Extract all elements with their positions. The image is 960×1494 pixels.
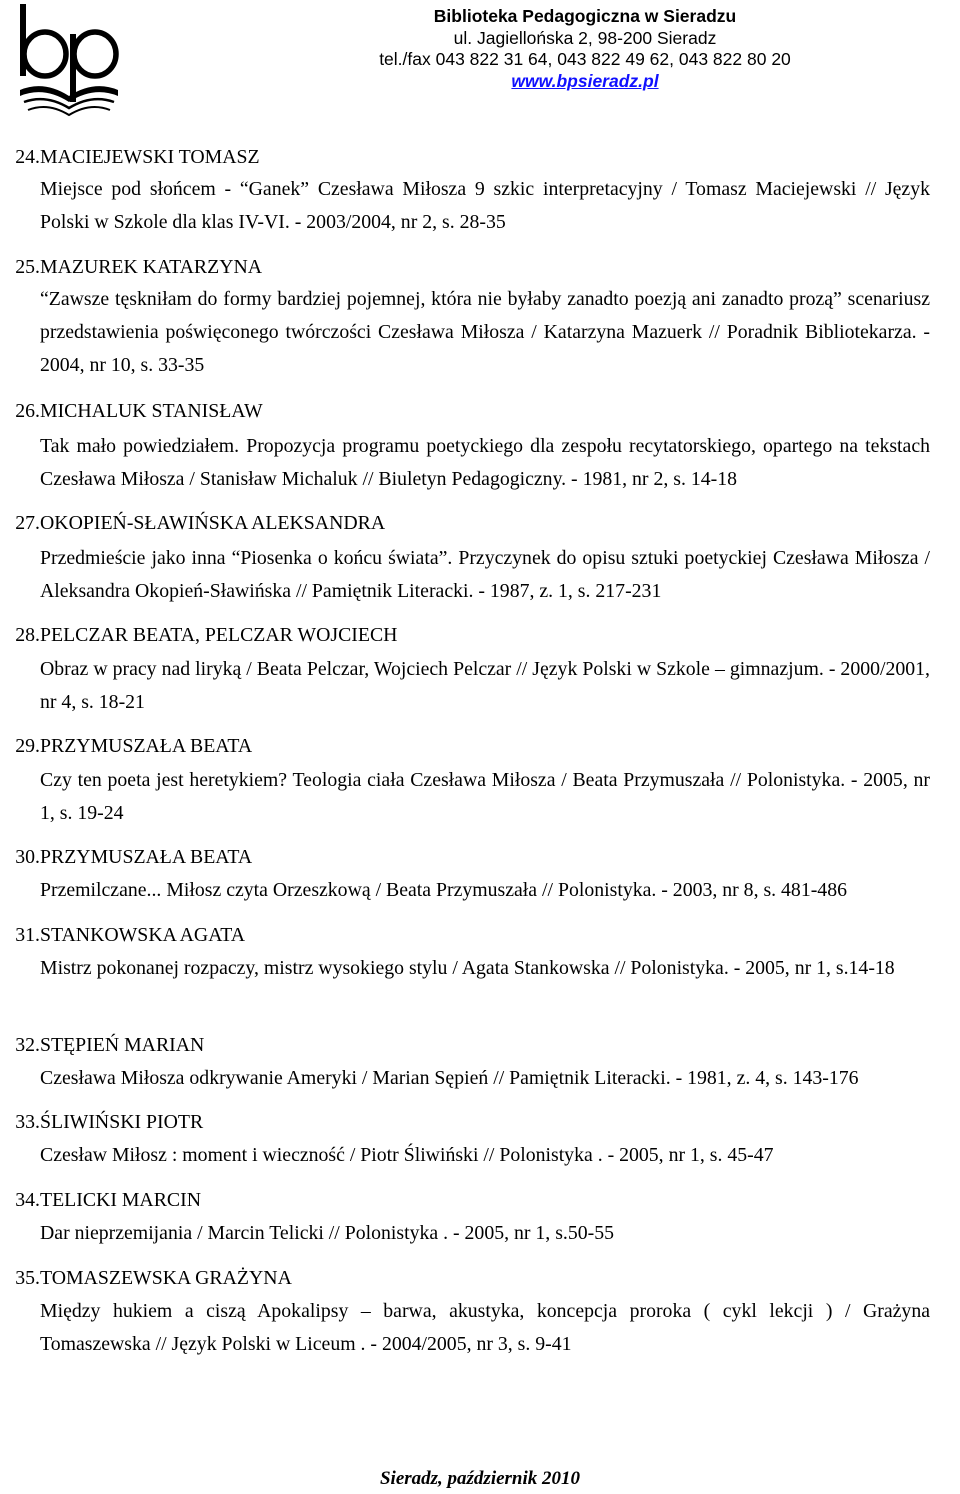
entry-description: Obraz w pracy nad liryką / Beata Pelczar, Wojciech Pelczar // Język Polski w Szkole – gimnazjum. - 2000/2001, nr 4, s. 18-21: [40, 658, 930, 713]
library-name: Biblioteka Pedagogiczna w Sieradzu: [433, 6, 737, 26]
document-footer: Sieradz, październik 2010: [379, 1468, 581, 1489]
library-website-link[interactable]: www.bpsieradz.pl: [511, 70, 659, 91]
entry-author: PRZYMUSZAŁA BEATA: [40, 846, 253, 868]
entry-number: 35.: [15, 1267, 40, 1289]
entry-author: MAZUREK KATARZYNA: [40, 256, 263, 278]
entry-number: 29.: [15, 735, 40, 757]
entry-number: 28.: [15, 624, 40, 646]
entry-author: PRZYMUSZAŁA BEATA: [40, 735, 253, 757]
entry-description: Między hukiem a ciszą Apokalipsy – barwa, akustyka, koncepcja proroka ( cykl lekcji ) / Grażyna Tomaszewska // Język Polski w Liceum . - 2004/2005, nr 3, s. 9-41: [40, 1300, 930, 1355]
entry-author: MACIEJEWSKI TOMASZ: [40, 146, 260, 168]
entry-description: Tak mało powiedziałem. Propozycja programu poetyckiego dla zespołu recytatorskiego, opartego na tekstach Czesława Miłosza / Stanisław Michaluk // Biuletyn Pedagogiczny. - 1981, nr 2, s. 14-18: [40, 435, 930, 490]
entry-number: 34.: [15, 1189, 40, 1211]
entry-number: 27.: [15, 512, 40, 534]
entry-description: Przedmieście jako inna “Piosenka o końcu świata”. Przyczynek do opisu sztuki poetyckiej Czesława Miłosza / Aleksandra Okopień-Sławińska // Pamiętnik Literacki. - 1987, z. 1, s. 217-231: [40, 547, 930, 602]
entry-description: “Zawsze tęskniłam do formy bardziej pojemnej, która nie byłaby zanadto poezją ani zanadto prozą” scenariusz przedstawienia poświęconego twórczości Czesława Miłosza / Katarzyna Mazuerk // Poradnik Bibliotekarza. - 2004, nr 10, s. 33-35: [40, 288, 930, 376]
entry-author: STANKOWSKA AGATA: [40, 924, 246, 946]
entry-description: Mistrz pokonanej rozpaczy, mistrz wysokiego stylu / Agata Stankowska // Polonistyka. - 2005, nr 1, s.14-18: [40, 957, 895, 979]
library-logo: [14, 2, 124, 118]
entry-author: PELCZAR BEATA, PELCZAR WOJCIECH: [40, 624, 398, 646]
entry-description: Czesław Miłosz : moment i wieczność / Piotr Śliwiński // Polonistyka . - 2005, nr 1, s. 45-47: [40, 1144, 774, 1166]
entry-number: 31.: [15, 924, 40, 946]
entry-author: TELICKI MARCIN: [40, 1189, 201, 1211]
library-phone: tel./fax 043 822 31 64, 043 822 49 62, 043 822 80 20: [379, 49, 791, 69]
entry-description: Czesława Miłosza odkrywanie Ameryki / Marian Sępień // Pamiętnik Literacki. - 1981, z. 4, s. 143-176: [40, 1067, 859, 1089]
entry-author: ŚLIWIŃSKI PIOTR: [40, 1111, 204, 1133]
entry-number: 26.: [15, 400, 40, 422]
entry-number: 25.: [15, 256, 40, 278]
entry-number: 33.: [15, 1111, 40, 1133]
entry-number: 32.: [15, 1034, 40, 1056]
entry-description: Miejsce pod słońcem - “Ganek” Czesława Miłosza 9 szkic interpretacyjny / Tomasz Maciejewski // Język Polski w Szkole dla klas IV-VI. - 2003/2004, nr 2, s. 28-35: [40, 178, 930, 233]
library-address: ul. Jagiellońska 2, 98-200 Sieradz: [453, 27, 717, 48]
entry-description: Przemilczane... Miłosz czyta Orzeszkową / Beata Przymuszała // Polonistyka. - 2003, nr 8, s. 481-486: [40, 879, 847, 901]
entry-number: 30.: [15, 846, 40, 868]
entry-number: 24.: [15, 146, 40, 168]
entry-description: Czy ten poeta jest heretykiem? Teologia ciała Czesława Miłosza / Beata Przymuszała // Polonistyka. - 2005, nr 1, s. 19-24: [40, 769, 930, 824]
entry-description: Dar nieprzemijania / Marcin Telicki // Polonistyka . - 2005, nr 1, s.50-55: [40, 1222, 614, 1244]
entry-author: MICHALUK STANISŁAW: [40, 400, 263, 422]
entry-author: TOMASZEWSKA GRAŻYNA: [40, 1267, 292, 1289]
library-header: [270, 6, 900, 92]
entry-author: STĘPIEŃ MARIAN: [40, 1034, 205, 1056]
entry-author: OKOPIEŃ-SŁAWIŃSKA ALEKSANDRA: [40, 512, 386, 534]
